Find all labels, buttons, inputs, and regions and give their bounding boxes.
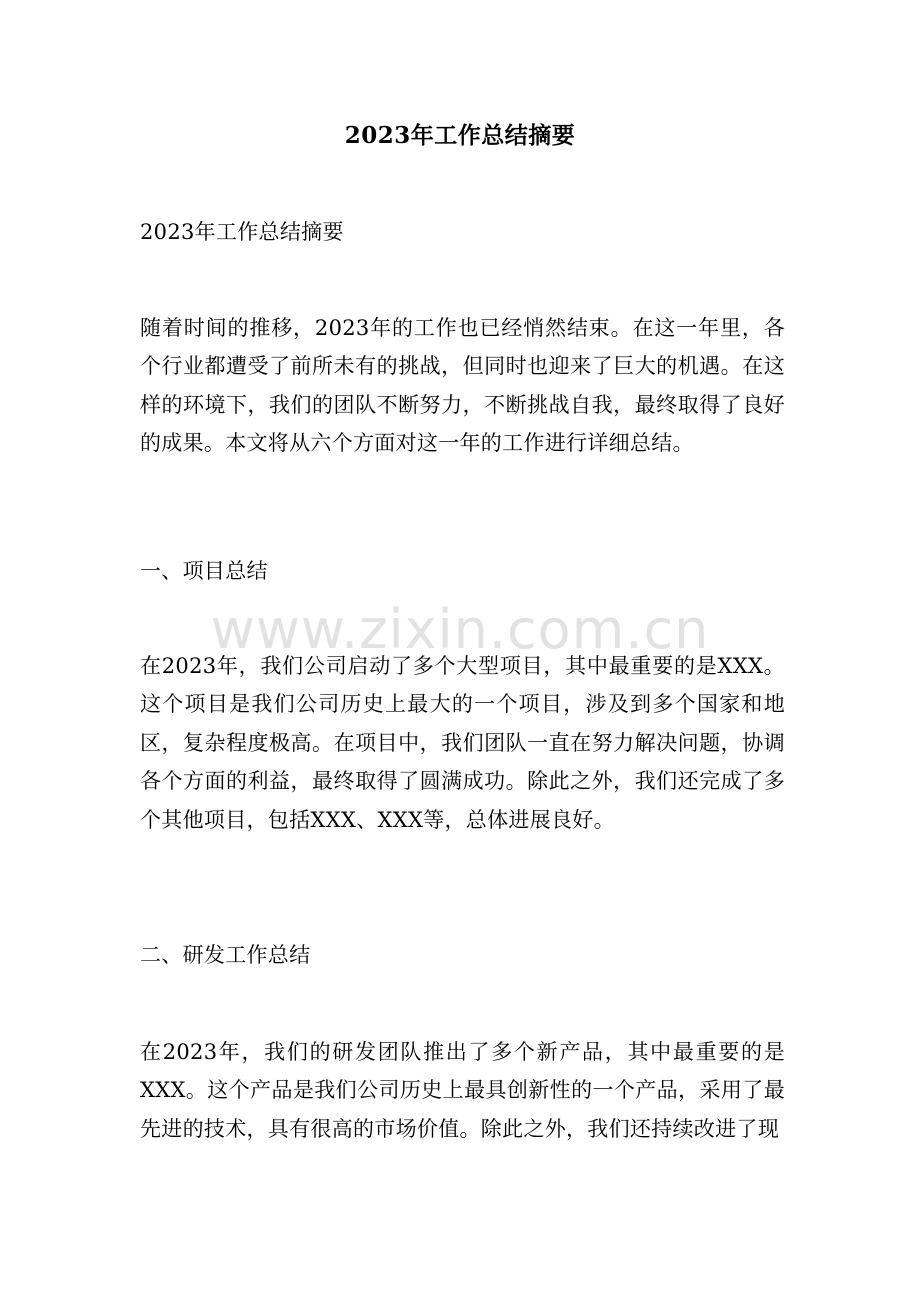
section-body-projects: 在2023年，我们公司启动了多个大型项目，其中最重要的是XXX。这个项目是我们公司历史上最大的一个项目，涉及到多个国家和地区，复杂程度极高。在项目中，我们团队一直在努力解决问题，协调各个方面的利益，最终取得了圆满成功。除此之外，我们还完成了多个其他项目，包括XXX、XXX等，总体进展良好。 (140, 654, 785, 832)
intro-paragraph: 随着时间的推移，2023年的工作也已经悄然结束。在这一年里，各个行业都遭受了前所未有的挑战，但同时也迎来了巨大的机遇。在这样的环境下，我们的团队不断努力，不断挑战自我，最终取得了良好的成果。本文将从六个方面对这一年的工作进行详细总结。 (140, 316, 785, 456)
section-heading-rnd: 二、研发工作总结 (140, 943, 311, 967)
document-title: 2023年工作总结摘要 (344, 122, 576, 149)
watermark: www.zixin.com.cn (210, 598, 710, 661)
section-heading-projects: 一、项目总结 (140, 559, 268, 583)
section-body-rnd: 在2023年，我们的研发团队推出了多个新产品，其中最重要的是XXX。这个产品是我们公司历史上最具创新性的一个产品，采用了最先进的技术，具有很高的市场价值。除此之外，我们还持续改进了现 (140, 1040, 785, 1141)
document-subtitle: 2023年工作总结摘要 (140, 220, 344, 244)
